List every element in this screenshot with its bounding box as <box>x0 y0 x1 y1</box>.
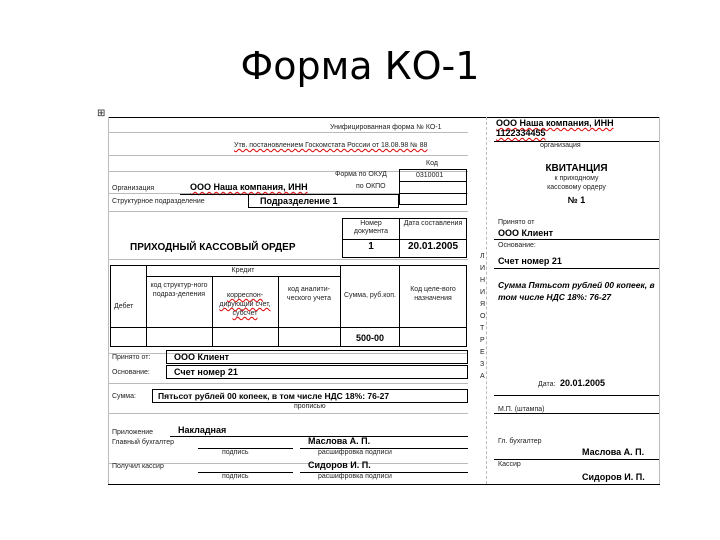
credit-header: Кредит <box>231 267 255 274</box>
org-label: Организация <box>112 185 155 192</box>
okud-value: 0310001 <box>416 172 444 179</box>
subdivision-value: Подразделение 1 <box>260 196 338 206</box>
chief-accountant-label: Главный бухгалтер <box>112 439 174 446</box>
basis-value: Счет номер 21 <box>174 367 238 377</box>
doc-date-header: Дата составления <box>403 220 463 227</box>
receipt-org-value: ООО Наша компания, ИНН 1122334455 <box>496 118 614 138</box>
receipt-amount-text: Сумма Пятьсот рублей 00 копеек, в том числе НДС 18%: 76-27 <box>498 280 655 302</box>
order-title: ПРИХОДНЫЙ КАССОВЫЙ ОРДЕР <box>130 242 296 253</box>
table-anchor-icon[interactable]: ⊞ <box>97 108 106 119</box>
okpo-label: по ОКПО <box>356 183 386 190</box>
col-sum-header: Сумма, руб.коп. <box>343 292 396 299</box>
receipt-received-value: ООО Клиент <box>498 228 554 238</box>
sig-caption-2: подпись <box>222 473 249 480</box>
receipt-stamp-label: М.П. (штампа) <box>498 406 545 413</box>
ko1-document <box>108 113 660 485</box>
amount-hint: прописью <box>294 403 326 410</box>
receipt-cashier-value: Сидоров И. П. <box>582 472 645 482</box>
doc-number-header: Номер документа <box>353 220 389 235</box>
unified-form-label: Унифицированная форма № КО-1 <box>330 124 442 131</box>
col-purpose-header: Код целе-вого назначения <box>410 286 456 302</box>
col-struct-header: код структур-ного подраз-деления <box>150 282 208 298</box>
debit-header: Дебет <box>114 303 134 310</box>
receipt-chief-label: Гл. бухгалтер <box>498 438 542 445</box>
receipt-number: № 1 <box>567 195 586 205</box>
doc-date: 20.01.2005 <box>407 241 459 252</box>
receipt-date-label: Дата: <box>538 381 556 388</box>
receipt-cashier-label: Кассир <box>498 461 521 468</box>
cashier-label: Получил кассир <box>112 463 164 470</box>
org-value: ООО Наша компания, ИНН <box>190 182 308 192</box>
receipt-subtitle-2: кассовому ордеру <box>547 184 606 191</box>
approved-label: Утв. постановлением Госкомстата России от 18.08.98 № 88 <box>234 142 428 149</box>
receipt-org-caption: организация <box>540 142 581 149</box>
cut-line-label: ЛИНИЯ ОТРЕЗА <box>480 253 486 380</box>
receipt-date-value: 20.01.2005 <box>560 378 606 388</box>
chief-accountant-value: Маслова А. П. <box>308 436 371 446</box>
receipt-subtitle-1: к приходному <box>554 175 599 182</box>
accounting-table <box>110 265 467 347</box>
received-from-value: ООО Клиент <box>174 352 230 362</box>
col-corr-acc-header: корреспон-дирующий счет, субсчет <box>219 292 271 317</box>
appendix-value: Накладная <box>178 425 227 435</box>
basis-label: Основание: <box>112 369 150 376</box>
doc-number: 1 <box>368 241 374 252</box>
col-analytic-header: код аналити-ческого учета <box>286 286 332 302</box>
subdivision-label: Структурное подразделение <box>112 198 205 205</box>
receipt-basis-value: Счет номер 21 <box>498 256 562 266</box>
received-from-label: Принято от: <box>112 354 151 361</box>
receipt-title: КВИТАНЦИЯ <box>545 163 608 174</box>
okud-label: Форма по ОКУД <box>335 171 387 178</box>
sig-caption-1: подпись <box>222 449 249 456</box>
appendix-label: Приложение <box>112 429 154 436</box>
code-header: Код <box>426 160 438 167</box>
page-title: Форма КО-1 <box>240 44 480 88</box>
decode-caption-1: расшифровка подписи <box>318 449 392 456</box>
amount-value: Пятьсот рублей 00 копеек, в том числе НДС 18%: 76-27 <box>158 391 390 401</box>
receipt-received-label: Принято от <box>498 219 535 226</box>
sum-value: 500-00 <box>355 333 385 343</box>
receipt-basis-label: Основание: <box>498 242 536 249</box>
decode-caption-2: расшифровка подписи <box>318 473 392 480</box>
amount-label: Сумма: <box>112 393 136 400</box>
cashier-value: Сидоров И. П. <box>308 460 371 470</box>
receipt-chief-value: Маслова А. П. <box>582 447 645 457</box>
